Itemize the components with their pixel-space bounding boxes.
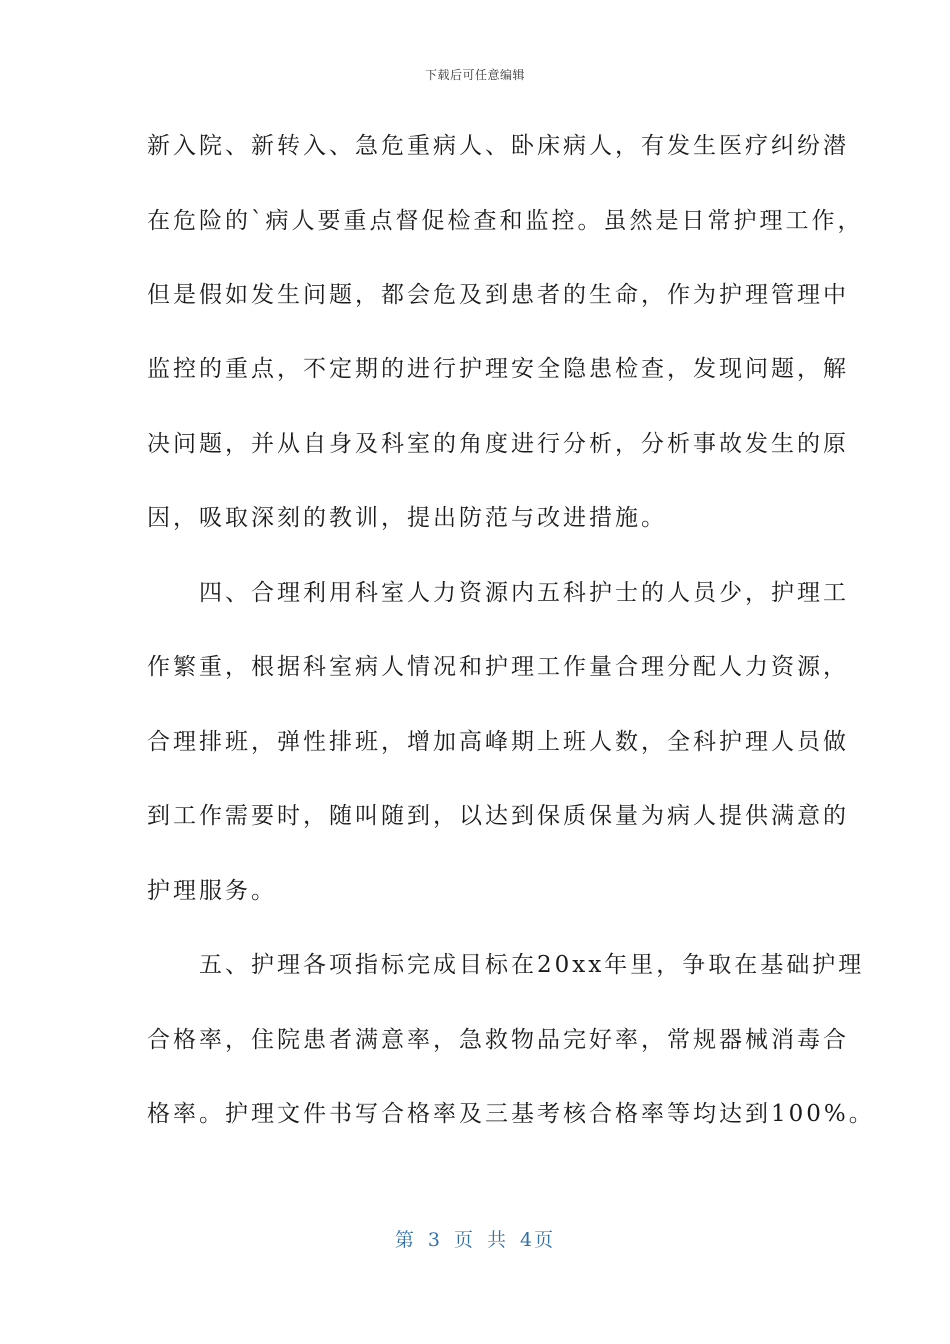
header-note: 下载后可任意编辑: [424, 68, 525, 82]
page-footer: [0, 1225, 950, 1252]
body-line: 格率。护理文件书写合格率及三基考核合格率等均达到100%。: [147, 1101, 875, 1127]
footer-total-label: 共: [487, 1229, 509, 1251]
body-line: 到工作需要时，随叫随到，以达到保质保量为病人提供满意的: [147, 803, 849, 829]
footer-page-label: 页: [453, 1229, 475, 1251]
body-line: 新入院、新转入、急危重病人、卧床病人，有发生医疗纠纷潜: [147, 133, 849, 159]
body-line: 作繁重，根据科室病人情况和护理工作量合理分配人力资源，: [147, 654, 849, 680]
body-line: 因，吸取深刻的教训，提出防范与改进措施。: [147, 505, 667, 531]
body-line: 监控的重点，不定期的进行护理安全隐患检查，发现问题，解: [147, 356, 849, 382]
body-line: 护理服务。: [147, 878, 277, 904]
body-line: 合理排班，弹性排班，增加高峰期上班人数，全科护理人员做: [147, 729, 849, 755]
total-pages: 4页: [520, 1229, 556, 1251]
body-line: 决问题，并从自身及科室的角度进行分析，分析事故发生的原: [147, 431, 849, 457]
current-page-number: 3: [427, 1229, 442, 1251]
body-line: 合格率，住院患者满意率，急救物品完好率，常规器械消毒合: [147, 1027, 849, 1053]
body-line: 在危险的`病人要重点督促检查和监控。虽然是日常护理工作，: [147, 208, 864, 234]
footer-prefix: 第: [394, 1229, 416, 1251]
body-line: 但是假如发生问题，都会危及到患者的生命，作为护理管理中: [147, 282, 849, 308]
body-line: 五、护理各项指标完成目标在20xx年里，争取在基础护理: [147, 952, 865, 978]
body-line: 四、合理利用科室人力资源内五科护士的人员少，护理工: [147, 580, 849, 606]
